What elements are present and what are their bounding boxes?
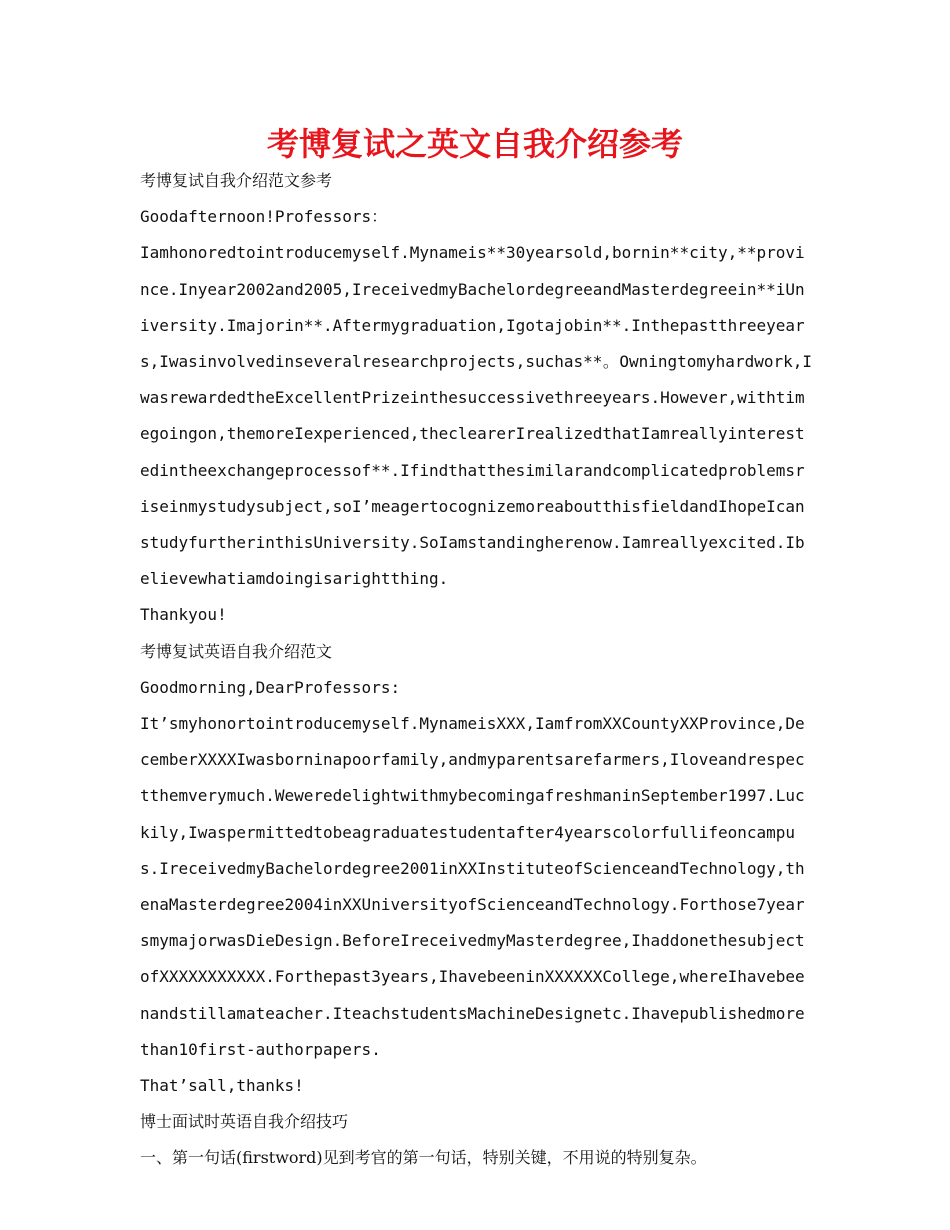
paragraph-intro-1: Iamhonoredtointroducemyself.Mynameis**30yearsold,bornin**city,**province.Inyear2002and2005,IreceivedmyBachelordegreeandMasterdegreein**iUniversity.Imajorin**.Aftermygraduation,Igotajobin**.Inthepastthreeyears,Iwasinvolvedinseveralresearchprojects,suchas**。Owningtomyhardwork,IwasrewardedtheExcellentPrizeinthesuccessivethreeyears.However,withtimegoingon,themoreIexperienced,theclearerIrealizedthatIamreallyinterestedintheexchangeprocessof**.Ifindthatthesimilarandcomplicatedproblemsriseinmystudysubject,soI’meagertocognizemoreaboutthisfieldandIhopeIcanstudyfurtherinthisUniversity.SoIamstandingherenow.Iamreallyexcited.Ibelievewhatiamdoingisarightthing. xyxy=(140,243,812,589)
greeting-2: Goodmorning,DearProfessors: xyxy=(140,677,401,697)
paragraph-intro-2: It’smyhonortointroducemyself.MynameisXXX,IamfromXXCountyXXProvince,DecemberXXXXIwasborninapoorfamily,andmyparentsarefarmers,Iloveandrespectthemverymuch.WeweredelightwithmybecomingafreshmaninSeptember1997.Luckily,Iwaspermittedtobeagraduatestudentafter4yearscolorfullifeoncampus.IreceivedmyBachelordegree2001inXXInstituteofScienceandTechnology,thenaMasterdegree2004inXXUniversityofScienceandTechnology.Forthose7yearsmymajorwasDieDesign.BeforeIreceivedmyMasterdegree,IhaddonethesubjectofXXXXXXXXXXX.Forthepast3years,IhavebeeninXXXXXXCollege,whereIhavebeenandstillamateacher.IteachstudentsMachineDesignetc.Ihavepublishedmorethan10first-authorpapers. xyxy=(140,714,805,1059)
closing-2: That’sall,thanks! xyxy=(140,1076,304,1096)
document-title: 考博复试之英文自我介绍参考 xyxy=(266,125,683,163)
tip-item-1: 一、第一句话(firstword)见到考官的第一句话，特别关键，不用说的特别复杂。 xyxy=(140,1148,707,1168)
greeting-1: Goodafternoon!Professors： xyxy=(140,207,388,227)
section-heading-1: 考博复试自我介绍范文参考 xyxy=(140,171,333,190)
section-heading-3: 博士面试时英语自我介绍技巧 xyxy=(140,1112,349,1132)
document-body xyxy=(140,163,812,1177)
section-heading-2: 考博复试英语自我介绍范文 xyxy=(140,641,333,661)
closing-1: Thankyou! xyxy=(140,605,227,625)
